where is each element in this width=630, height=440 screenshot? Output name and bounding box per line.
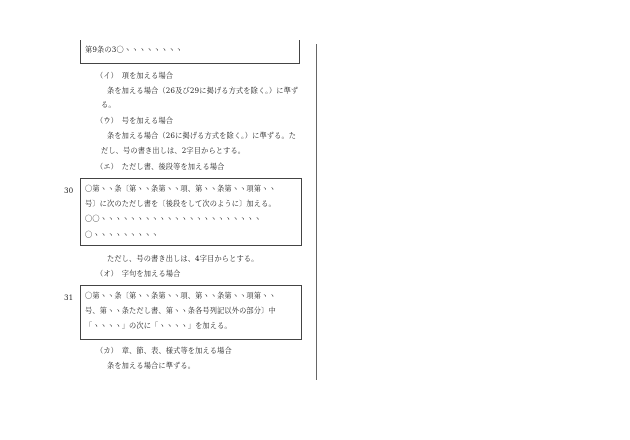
section-heading-u: （ウ） 号を加える場合 xyxy=(96,116,174,125)
section-body: 条を加える場合に準ずる。 xyxy=(107,361,196,370)
section-body: 条を加える場合（26及び29に掲げる方式を除く。）に準ず xyxy=(107,86,299,95)
section-body: る。 xyxy=(101,100,116,109)
example-number: 31 xyxy=(64,293,74,302)
section-heading-o: （オ） 字句を加える場合 xyxy=(96,269,181,278)
box-line: 〇〇ヽヽヽヽヽヽヽヽヽヽヽヽヽヽヽヽヽヽヽヽヽヽ xyxy=(85,214,262,223)
box-line: 〇第ヽヽ条〔第ヽヽ条第ヽヽ項、第ヽヽ条第ヽヽ項第ヽヽ xyxy=(85,291,276,300)
note-text: ただし、号の書き出しは、4字目からとする。 xyxy=(107,254,259,263)
box-line: 号、第ヽヽ条ただし書、第ヽヽ条各号列記以外の部分〕中 xyxy=(85,306,276,315)
section-heading-i: （イ） 項を加える場合 xyxy=(96,71,174,80)
section-body: だし、号の書き出しは、2字目からとする。 xyxy=(101,146,246,155)
box-line: 「ヽヽヽヽ」の次に「ヽヽヽヽ」を加える。 xyxy=(85,321,232,330)
box-line: 第9条の3〇ヽヽヽヽヽヽヽヽ xyxy=(85,45,183,54)
section-heading-ka: （カ） 章、節、表、様式等を加える場合 xyxy=(96,346,232,355)
box-line: 〇ヽヽヽヽヽヽヽヽヽ xyxy=(85,230,159,239)
right-margin-rule xyxy=(316,44,317,380)
example-box-30 xyxy=(80,178,302,246)
example-box-continued xyxy=(80,40,300,64)
example-number: 30 xyxy=(64,186,74,195)
section-body: 条を加える場合（26に掲げる方式を除く。）に準ずる。た xyxy=(107,131,297,140)
box-line: 〇第ヽヽ条〔第ヽヽ条第ヽヽ項、第ヽヽ条第ヽヽ項第ヽヽ xyxy=(85,184,276,193)
section-heading-e: （エ） ただし書、後段等を加える場合 xyxy=(96,162,225,171)
example-box-31 xyxy=(80,285,302,340)
box-line: 号〕に次のただし書を〔後段をして次のように〕加える。 xyxy=(85,199,276,208)
